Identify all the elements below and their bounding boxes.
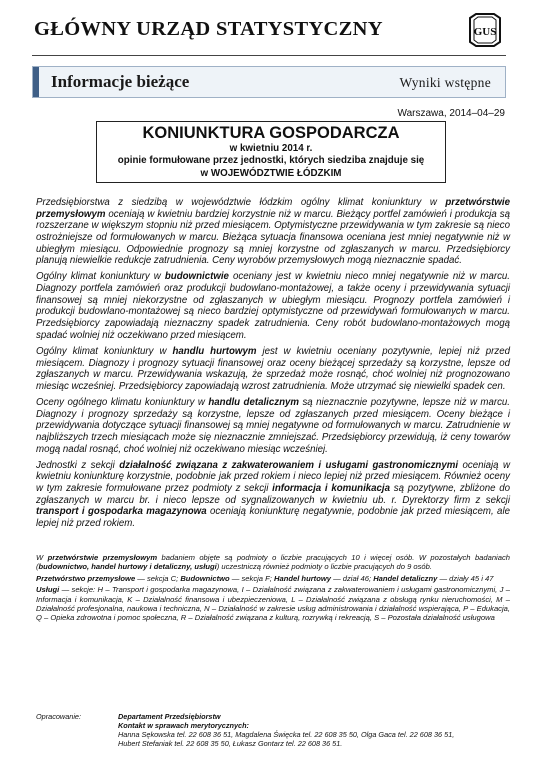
footer-contacts-line1: Hanna Sękowska tel. 22 608 36 51, Magdalena Święcka tel. 22 608 35 50, Olga Gaca tel. 22 608 36 51, [118, 730, 455, 739]
publication-date: Warszawa, 2014–04–29 [397, 108, 505, 119]
paragraph-text: oceniają w kwietniu bardziej korzystnie niż w marcu. Bieżący portfel zamówień i produkcja są rozszerzane w większym stopniu niż przed miesiącem. Optymistyczne przewidywania w tym zakresie są nieco ostrożniejsze od formułowanych w marcu. Bieżąca sytuacja finansowa oceniana jest mniej negatywnie niż w ubiegłym miesiącu. Odpowiednie prognozy są mniej korzystne od zgłaszanych w marcu. Przedsiębiorcy planują niewielkie redukcje zatrudnienia. Ceny wyrobów przemysłowych mogą nieznacznie spadać. [36, 208, 510, 267]
paragraph-emphasis: informacja i komunikacja [272, 483, 391, 495]
info-bar-accent [33, 67, 39, 97]
footer-contact-heading: Kontakt w sprawach merytorycznych: [118, 721, 249, 730]
methodology-notes [36, 553, 510, 625]
svg-text:GUS: GUS [473, 26, 497, 38]
paragraph-text: oceniają koniunkturę negatywnie, podobnie jak przed miesiącem, ale lepiej niż przed rokiem. [36, 506, 510, 530]
paragraph-text: są pozytywne, zbliżone do zgłaszanych w marcu br. i nieco lepsze od sygnalizowanych w kwietniu ub. r. Dyrektorzy firm z sekcji [36, 483, 510, 506]
gus-logo [466, 11, 504, 49]
paragraph-wholesale [36, 346, 510, 393]
title-region: w WOJEWÓDZTWIE ŁÓDZKIM [200, 167, 342, 179]
note-emphasis: budownictwo, handel hurtowy i detaliczny, usługi [38, 562, 217, 572]
footer-contacts-line2: Hubert Stefaniak tel. 22 608 35 50, Łukasz Gontarz tel. 22 608 36 51. [118, 739, 343, 748]
info-bar [32, 66, 506, 98]
paragraph-services [36, 460, 510, 530]
paragraph-emphasis: transport i gospodarka magazynowa [36, 506, 207, 518]
paragraph-text: Oceny ogólnego klimatu koniunktury w [36, 397, 209, 408]
note-text: badaniem objęte są podmioty o liczbie pracujących 10 i więcej osób. W pozostałych badaniach ( [36, 553, 510, 572]
note-scope [36, 553, 510, 572]
paragraph-retail [36, 397, 510, 455]
note-emphasis: Budownictwo [180, 573, 230, 583]
info-bar-left: Informacje bieżące [51, 72, 190, 91]
main-title: KONIUNKTURA GOSPODARCZA [142, 124, 400, 142]
institution-title: GŁÓWNY URZĄD STATYSTYCZNY [34, 18, 383, 40]
title-box [96, 121, 446, 183]
note-text: — sekcja F; [229, 573, 274, 583]
paragraph-text: Ogólny klimat koniunktury w [36, 345, 173, 357]
note-text: — sekcja C; [135, 573, 181, 583]
note-text: — dział 46; [330, 573, 374, 583]
note-text: W [36, 553, 48, 562]
footer-label: Opracowanie: [36, 712, 82, 721]
title-month: w kwietniu 2014 r. [229, 143, 313, 154]
note-emphasis: Usługi [36, 585, 60, 595]
note-emphasis: Handel hurtowy [274, 573, 331, 583]
footer-contacts [118, 712, 518, 748]
paragraph-text: oceniany jest w kwietniu nieco mniej negatywnie niż w marcu. Diagnozy portfela zamówień oraz produkcji budowlano-montażowej, a także oceny i przewidywania sytuacji finansowej są mniej niekorzystne od zgłaszanych w ubiegłym miesiącu. Prognozy portfela zamówień i produkcji budowlano-montażowej są nieco bardziej optymistyczne od przewidywań formułowanych w marcu. Przedsiębiorcy zapowiadają nieznaczny spadek zatrudnienia. Ceny robót budowlano-montażowych mogą spadać wolniej niż oczekiwano przed miesiącem. [36, 271, 510, 341]
note-emphasis: Przetwórstwo przemysłowe [36, 573, 136, 583]
body-text [36, 197, 510, 534]
paragraph-emphasis: handlu hurtowym [172, 345, 257, 357]
paragraph-text: oceniają w kwietniu koniunkturę korzystnie, podobnie jak przed rokiem i nieco lepiej niż przed miesiącem. Również oceny w tym zakresie formułowane przez podmioty z sekcji [36, 459, 510, 495]
paragraph-text: jest w kwietniu oceniany pozytywnie, lepiej niż przed miesiącem. Diagnozy i prognozy sytuacji finansowej oraz oceny bieżącej sprzedaży są korzystne, lepsze od zgłaszanych w marcu. Przewidywania wskazują, że sprzedaż może rosnąć, choć wolniej niż prognozowano miesiąc wcześniej. Przedsiębiorcy zapowiadają wzrost zatrudnienia. Może utrzymać się niewielki spadek cen. [36, 345, 510, 392]
paragraph-text: są nieznacznie pozytywne, lepsze niż w marcu. Diagnozy i prognozy sprzedaży są korzystne, lepsze od zgłaszanych przed miesiącem. Oceny bieżące i przewidywania dotyczące sytuacji finansowej są mniej negatywne od formułowanych w marcu. Zatrudnienie w najbliższych trzech miesiącach może się nieznacznie zmniejszać. Przedsiębiorcy przewidują, iż ceny towarów mogą nadal rosnąć, choć wolniej niż oczekiwano miesiąc wcześniej. [36, 397, 510, 455]
note-text: — sekcje: H – Transport i gospodarka magazynowa, I – Działalność związana z zakwaterowaniem i usługami gastronomicznymi, J – Informacja i komunikacja, K – Działalność finansowa i ubezpieczeniowa, L – Działalność związana z obsługą rynku nieruchomości, M – Działalność profesjonalna, naukowa i techniczna, N – Działalność w zakresie usług administrowania i działalność wspierająca, P – Edukacja, Q – Opieka zdrowotna i pomoc społeczna, R – Działalność związana z kulturą, rozrywką i rekreacją, S – Pozostała działalność usługowa [36, 585, 510, 623]
note-emphasis: przetwórstwie przemysłowym [47, 553, 158, 562]
note-text: ) uczestniczą również podmioty o liczbie pracujących do 9 osób. [216, 562, 432, 572]
note-emphasis: Handel detaliczny [373, 573, 438, 583]
note-text: — działy 45 i 47 [437, 573, 494, 583]
paragraph-text: Ogólny klimat koniunktury w [36, 271, 165, 283]
paragraph-emphasis: budownictwie [164, 271, 229, 283]
header-rule [32, 55, 506, 56]
paragraph-text: Jednostki z sekcji [36, 459, 120, 471]
info-bar-right: Wyniki wstępne [399, 75, 491, 90]
footer-department: Departament Przedsiębiorstw [118, 712, 221, 721]
note-services [36, 585, 510, 623]
paragraph-emphasis: handlu detalicznym [208, 397, 299, 408]
paragraph-text: Przedsiębiorstwa z siedzibą w województwie łódzkim ogólny klimat koniunktury w [36, 197, 446, 208]
paragraph-emphasis: przetwórstwie przemysłowym [36, 197, 510, 220]
paragraph-emphasis: działalność związana z zakwaterowaniem i usługami gastronomicznymi [119, 459, 459, 471]
title-subtitle: opinie formułowane przez jednostki, których siedziba znajduje się [117, 155, 425, 167]
note-sections [36, 574, 510, 583]
paragraph-manufacturing [36, 197, 510, 267]
paragraph-construction [36, 271, 510, 341]
